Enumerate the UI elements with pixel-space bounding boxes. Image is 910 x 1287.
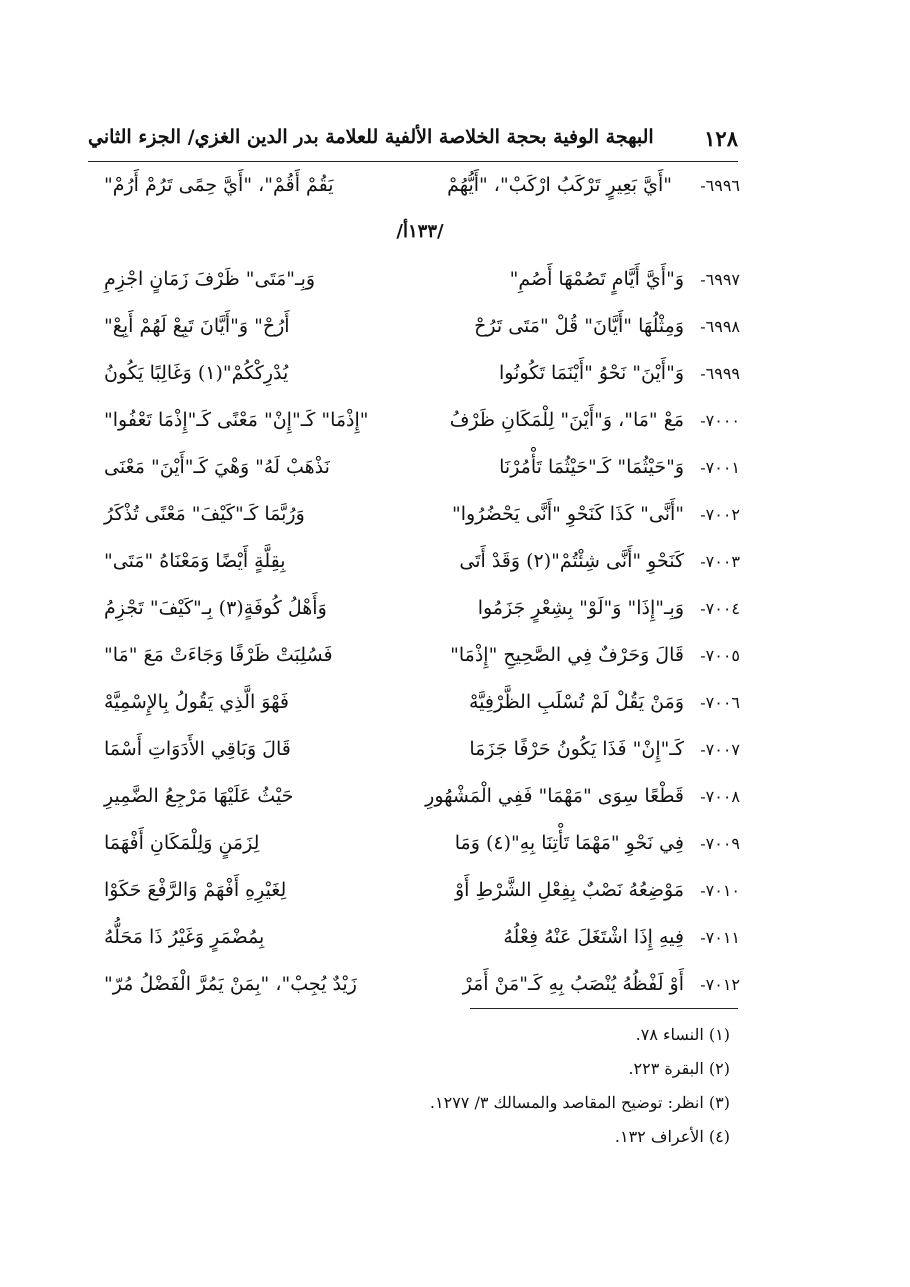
verse-number: ٧٠٠٩-	[700, 834, 740, 853]
verse-number: ٧٠١٢-	[700, 975, 740, 994]
verse-line	[100, 732, 740, 779]
verse-number: ٧٠٠٣-	[700, 552, 740, 571]
verse-line	[100, 638, 740, 685]
verse-number: ٧٠٠١-	[700, 458, 740, 477]
verse-number: ٧٠٠٠-	[700, 411, 740, 430]
first-hemistich: مَوْضِعُهُ نَصْبٌ بِفِعْلِ الشَّرْطِ أَوْ	[454, 879, 684, 901]
first-hemistich: مَعْ "مَا"، وَ"أَيْنَ" لِلْمَكَانِ ظَرْفُ	[449, 409, 684, 431]
verse-line	[100, 309, 740, 356]
second-hemistich: لِغَيْرِهِ أَفْهَمْ وَالرَّفْعَ حَكَوْا	[104, 879, 287, 901]
verse-number: ٧٠٠٧-	[700, 740, 740, 759]
first-hemistich: وَبِـ"إِذَا" وَ"لَوْ" بِشِعْرٍ جَزَمُوا	[477, 597, 684, 619]
verse-number: ٧٠٠٨-	[700, 787, 740, 806]
first-hemistich: "أَيَّ بَعِيرٍ تَرْكَبُ ارْكَبْ"، "أَيُّهُمْ	[447, 174, 672, 196]
second-hemistich: وَأَهْلُ كُوفَةٍ(٣) بِـ"كَيْفَ" تَجْزِمُ	[104, 597, 327, 619]
footnote: (٤) الأعراف ١٣٢.	[614, 1127, 730, 1146]
first-hemistich: وَ"أَيْنَ" نَحْوُ "أَيْنَمَا تَكُونُوا	[499, 362, 684, 384]
footnotes	[300, 1018, 730, 1154]
verse-line	[100, 920, 740, 967]
verse-number: ٦٩٩٦-	[700, 176, 740, 195]
verse-line	[100, 450, 740, 497]
second-hemistich: زَيْدٌ يُجِبْ"، "بِمَنْ يَمُرَّ الْفَضْلُ مُرّ"	[104, 973, 357, 995]
second-hemistich: لِزَمَنٍ وَلِلْمَكَانِ أَفْهَمَا	[104, 832, 260, 854]
running-title: البهجة الوفية بحجة الخلاصة الألفية للعلامة بدر الدين الغزي/ الجزء الثاني	[88, 126, 654, 148]
verse-line	[100, 685, 740, 732]
footnote: (١) النساء ٧٨.	[635, 1025, 730, 1044]
verse-line	[100, 544, 740, 591]
second-hemistich: بِقِلَّةٍ أَيْضًا وَمَعْنَاهُ "مَتَى"	[104, 550, 286, 572]
first-hemistich: فِيهِ إِذَا اشْتَغَلَ عَنْهُ فِعْلُهُ	[503, 926, 684, 948]
footnote: (٣) انظر: توضيح المقاصد والمسالك ٣/ ١٢٧٧.	[429, 1093, 730, 1112]
second-hemistich: فَسُلِبَتْ ظَرْفًا وَجَاءَتْ مَعَ "مَا"	[104, 644, 333, 666]
second-hemistich: "إِذْمَا" كَـ"إِنْ" مَعْنًى كَـ"إِذْمَا تَعْفُوا"	[104, 409, 369, 431]
verse-number: ٦٩٩٩-	[700, 364, 740, 383]
verse-number: ٧٠٠٦-	[700, 693, 740, 712]
verse-number: ٦٩٩٨-	[700, 317, 740, 336]
second-hemistich: حَيْثُ عَلَيْهَا مَرْجِعُ الضَّمِيرِ	[104, 785, 294, 807]
header-rule	[88, 161, 738, 162]
first-hemistich: أَوْ لَفْظُهُ يُنْصَبُ بِهِ كَـ"مَنْ أَمَرْ	[462, 973, 684, 995]
first-hemistich: قَالَ وَحَرْفٌ فِي الصَّحِيحِ "إِذْمَا"	[450, 644, 684, 666]
first-hemistich: وَ"أَيَّ أَيَّامٍ تَصُمْهَا أَصُمِ"	[509, 268, 684, 290]
second-hemistich: فَهْوَ الَّذِي يَقُولُ بِالإِسْمِيَّهْ	[104, 691, 289, 713]
verse-line	[100, 356, 740, 403]
second-hemistich: يَقُمْ أَقُمْ"، "أَيَّ حِمًى تَرُمْ أَرُمْ"	[104, 174, 334, 196]
first-hemistich: وَمَنْ يَقُلْ لَمْ تُسْلَبِ الظَّرْفِيَّهْ	[468, 691, 684, 713]
verse-line	[100, 826, 740, 873]
second-hemistich: قَالَ وَبَاقِي الأَدَوَاتِ أَسْمَا	[104, 738, 291, 760]
verse-line	[100, 873, 740, 920]
first-hemistich: فِي نَحْوِ "مَهْمَا تَأْتِنَا بِهِ"(٤) وَمَا	[454, 832, 684, 854]
footnote: (٢) البقرة ٢٢٣.	[628, 1059, 730, 1078]
page-number: ١٢٨	[704, 126, 738, 151]
folio-marker-line	[100, 215, 740, 262]
verse-number: ٧٠١١-	[700, 928, 740, 947]
verse-list	[100, 168, 740, 1014]
verse-number: ٧٠٠٢-	[700, 505, 740, 524]
first-hemistich: وَ"حَيْثُمَا" كَـ"حَيْثُمَا تَأْمُرْنَا	[499, 456, 684, 478]
second-hemistich: بِمُضْمَرٍ وَغَيْرُ ذَا مَحَلُّهُ	[104, 926, 265, 948]
second-hemistich: وَبِـ"مَتَى" ظَرْفَ زَمَانٍ اجْزِمِ	[104, 268, 316, 290]
page-header	[88, 120, 738, 160]
folio-marker: /١٣٣أ/	[396, 221, 444, 242]
footnote-separator	[470, 1008, 738, 1009]
second-hemistich: أَرُحْ" وَ"أَيَّانَ تَبِعْ لَهُمْ أَبِعْ"	[104, 315, 290, 337]
second-hemistich: وَرُبَّمَا كَـ"كَيْفَ" مَعْنًى تُذْكَرُ	[104, 503, 305, 525]
first-hemistich: قَطْعًا سِوَى "مَهْمَا" فَفِي الْمَشْهُورِ	[425, 785, 684, 807]
verse-number: ٧٠٠٤-	[700, 599, 740, 618]
verse-number: ٧٠١٠-	[700, 881, 740, 900]
first-hemistich: كَـ"إِنْ" فَذَا يَكُونُ حَرْفًا جَزَمَا	[469, 738, 684, 760]
first-hemistich: كَنَحْوِ "أَنَّى شِئْتُمْ"(٢) وَقَدْ أَتَى	[459, 550, 684, 572]
first-hemistich: "أَنَّى" كَذَا كَنَحْوِ "أَنَّى يَحْضُرُوا"	[451, 503, 684, 525]
second-hemistich: يُدْرِكْكُمْ"(١) وَغَالِبًا يَكُونُ	[104, 362, 289, 384]
verse-line	[100, 168, 740, 215]
verse-line	[100, 403, 740, 450]
verse-line	[100, 591, 740, 638]
verse-line	[100, 262, 740, 309]
second-hemistich: نَذْهَبْ لَهُ" وَهْيَ كَـ"أَيْنَ" مَعْنَى	[104, 456, 330, 478]
verse-number: ٧٠٠٥-	[700, 646, 740, 665]
verse-number: ٦٩٩٧-	[700, 270, 740, 289]
first-hemistich: وَمِثْلُهَا "أَيَّانَ" قُلْ "مَتَى تَرُحْ	[474, 315, 684, 337]
verse-line	[100, 497, 740, 544]
verse-line	[100, 967, 740, 1014]
verse-line	[100, 779, 740, 826]
